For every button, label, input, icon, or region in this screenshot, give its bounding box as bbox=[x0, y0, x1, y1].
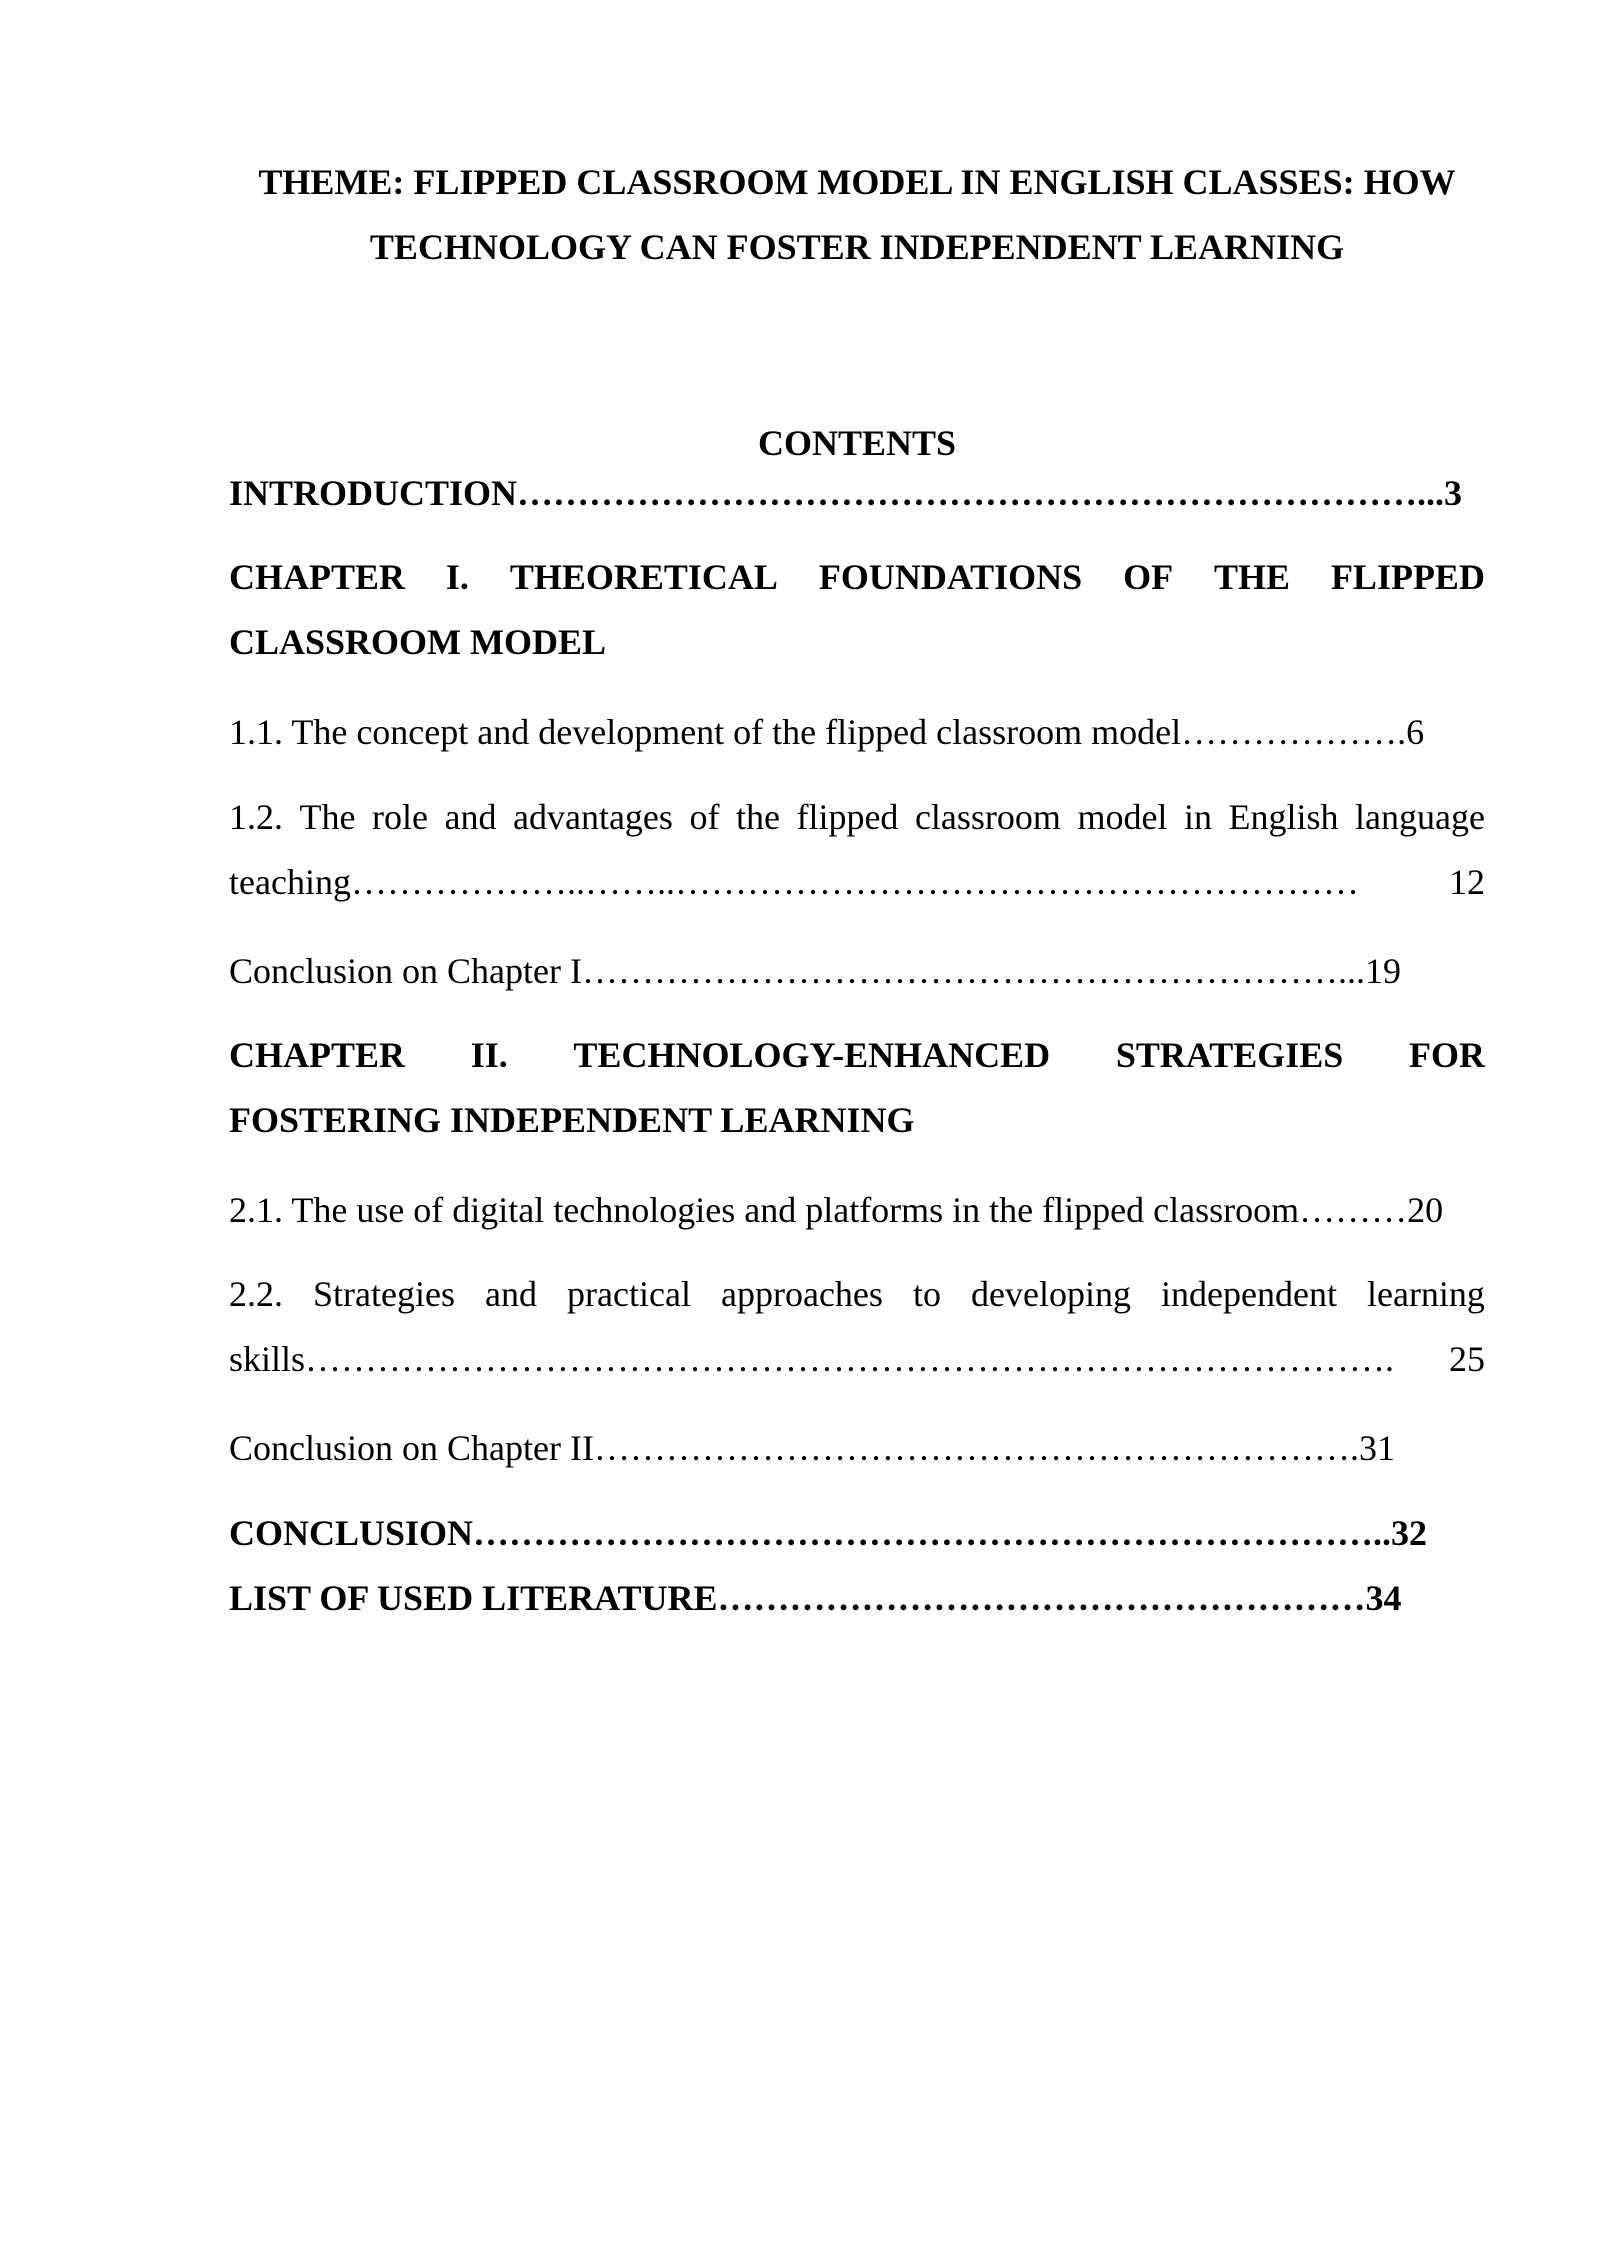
item-word: The bbox=[299, 797, 356, 837]
chapter-2-heading-line-2: FOSTERING INDEPENDENT LEARNING bbox=[229, 1100, 915, 1140]
item-word: in bbox=[1183, 797, 1212, 837]
toc-conclusion: CONCLUSION…………………………………………………………………..32 bbox=[229, 1513, 1428, 1553]
item-1-2-line-1 bbox=[229, 785, 1485, 850]
item-2-2-line-2 bbox=[229, 1327, 1485, 1392]
item-word: and bbox=[485, 1274, 538, 1314]
item-2-2-page-number: 25 bbox=[1449, 1339, 1485, 1379]
heading-word: II. bbox=[470, 1035, 508, 1075]
item-word: language bbox=[1355, 797, 1485, 837]
item-1-2-line-2 bbox=[229, 850, 1485, 915]
heading-word: CHAPTER bbox=[229, 1035, 406, 1075]
toc-conclusion-chapter-2: Conclusion on Chapter II……………………………………………………….31 bbox=[229, 1428, 1395, 1468]
item-word: developing bbox=[971, 1274, 1131, 1314]
heading-word: FLIPPED bbox=[1330, 557, 1485, 597]
item-word: role bbox=[372, 797, 428, 837]
heading-word: STRATEGIES bbox=[1115, 1035, 1344, 1075]
theme-title-line-2: TECHNOLOGY CAN FOSTER INDEPENDENT LEARNING bbox=[369, 227, 1345, 267]
heading-word: I. bbox=[445, 557, 469, 597]
item-word: model bbox=[1077, 797, 1168, 837]
item-word: advantages bbox=[512, 797, 673, 837]
toc-item-1-1: 1.1. The concept and development of the flipped classroom model……………….6 bbox=[229, 712, 1425, 752]
heading-word: TECHNOLOGY-ENHANCED bbox=[573, 1035, 1051, 1075]
item-1-2-leader-dots: ………………..……..………………………………………………… bbox=[350, 862, 1359, 902]
toc-item-2-1: 2.1. The use of digital technologies and platforms in the flipped classroom………20 bbox=[229, 1190, 1444, 1230]
heading-word: THEORETICAL bbox=[509, 557, 778, 597]
theme-title-line-1: THEME: FLIPPED CLASSROOM MODEL IN ENGLISH CLASSES: HOW bbox=[258, 162, 1456, 202]
item-word: Strategies bbox=[313, 1274, 455, 1314]
item-1-2-page-number: 12 bbox=[1449, 862, 1485, 902]
chapter-1-heading-line-1 bbox=[229, 545, 1485, 610]
chapter-2-heading-line-1 bbox=[229, 1023, 1485, 1088]
toc-chapter-2-heading bbox=[229, 1023, 1485, 1153]
heading-word: THE bbox=[1214, 557, 1291, 597]
item-2-2-lead: skills bbox=[229, 1339, 306, 1379]
item-word: 1.2. bbox=[229, 797, 283, 837]
item-word: approaches bbox=[721, 1274, 883, 1314]
item-2-2-leader-dots: ………………………………………………………………………………. bbox=[305, 1339, 1395, 1379]
item-1-2-lead: teaching bbox=[229, 862, 351, 902]
item-word: to bbox=[912, 1274, 941, 1314]
heading-word: OF bbox=[1123, 557, 1174, 597]
contents-heading: CONTENTS bbox=[757, 423, 957, 463]
item-word: and bbox=[444, 797, 497, 837]
toc-item-2-2 bbox=[229, 1262, 1485, 1392]
toc-item-1-2 bbox=[229, 785, 1485, 915]
heading-word: CHAPTER bbox=[229, 557, 406, 597]
item-word: English bbox=[1228, 797, 1339, 837]
item-word: 2.2. bbox=[229, 1274, 283, 1314]
theme-title bbox=[229, 150, 1485, 280]
toc-chapter-1-heading bbox=[229, 545, 1485, 675]
item-word: flipped bbox=[796, 797, 899, 837]
chapter-1-heading-line-2: CLASSROOM MODEL bbox=[229, 622, 607, 662]
item-2-2-line-1 bbox=[229, 1262, 1485, 1327]
toc-introduction: INTRODUCTION…………………………………………………………………...3 bbox=[229, 473, 1463, 513]
item-word: practical bbox=[567, 1274, 691, 1314]
heading-word: FOUNDATIONS bbox=[818, 557, 1083, 597]
toc-list-of-used-literature: LIST OF USED LITERATURE………………………………………………34 bbox=[229, 1578, 1402, 1618]
item-word: the bbox=[735, 797, 780, 837]
toc-conclusion-chapter-1: Conclusion on Chapter I………………………………………………………...19 bbox=[229, 951, 1401, 991]
heading-word: FOR bbox=[1408, 1035, 1485, 1075]
item-word: independent bbox=[1161, 1274, 1337, 1314]
item-word: classroom bbox=[914, 797, 1061, 837]
item-word: of bbox=[689, 797, 720, 837]
item-word: learning bbox=[1366, 1274, 1485, 1314]
